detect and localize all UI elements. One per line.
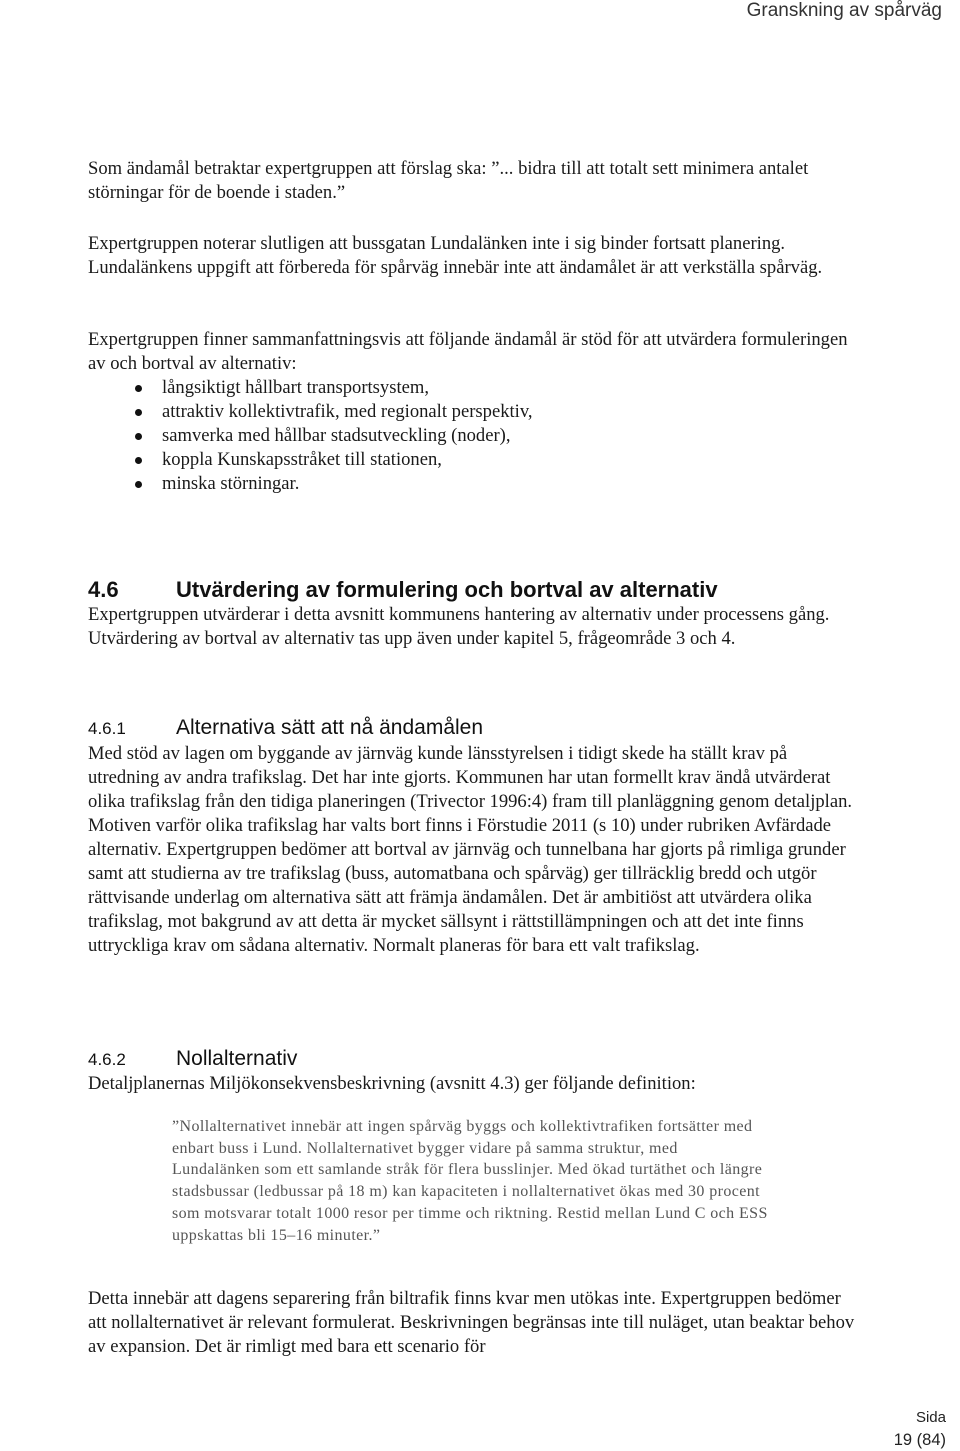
list-item: attraktiv kollektivtrafik, med regionalt perspektiv,: [88, 400, 533, 424]
section-4-6-1-body: Med stöd av lagen om byggande av järnväg kunde länsstyrelsen i tidigt skede ha ställt krav på utredning av andra trafikslag. Det har inte gjorts. Kommunen har utan formellt krav ändå utvärderat olika trafikslag från den tidiga planeringen (Trivector 1996:4) fram till planläggning genom detaljplan. Motiven varför olika trafikslag har valts bort finns i Förstudie 2011 (s 10) under rubriken Avfärdade alternativ. Expertgruppen bedömer att bortval av järnväg och tunnelbana har gjorts på rimliga grunder samt att studierna av tre trafikslag (buss, automatbana och spårväg) ger tillräcklig bredd och utgör rättvisande underlag om alternativa sätt att främja ändamålen. Det är ambitiöst att utvärdera olika trafikslag, mot bakgrund av att detta är mycket sällsynt i rättstillämpningen och att det inte finns uttryckliga krav om sådana alternativ. Normalt planeras för bara ett valt trafikslag.: [88, 743, 853, 956]
purpose-list: [88, 376, 533, 496]
page-footer: [894, 1407, 946, 1451]
section-heading-4-6-1: [88, 714, 483, 743]
section-4-6-body: Expertgruppen utvärderar i detta avsnitt kommunens hantering av alternativ under processens gång. Utvärdering av bortval av alternativ tas upp även under kapitel 5, frågeområde 3 och 4.: [88, 604, 830, 649]
section-heading-4-6-2: [88, 1045, 297, 1074]
page-label: Sida: [915, 1409, 946, 1426]
section-4-6-2-intro: Detaljplanernas Miljökonsekvensbeskrivning (avsnitt 4.3) ger följande definition:: [88, 1073, 696, 1094]
list-item: samverka med hållbar stadsutveckling (noder),: [88, 424, 533, 448]
running-header: Granskning av spårväg: [746, 0, 942, 21]
section-number: 4.6.2: [88, 1050, 126, 1069]
page-number: 19 (84): [893, 1431, 946, 1449]
paragraph-lundalanken: Expertgruppen noterar slutligen att bussgatan Lundalänken inte i sig binder fortsatt planering. Lundalänkens uppgift att förbereda för spårväg innebär inte att ändamålet är att verkställa spårväg.: [88, 233, 823, 278]
section-title: Nollalternativ: [176, 1047, 298, 1070]
section-number: 4.6.1: [88, 719, 126, 738]
list-item: minska störningar.: [88, 472, 533, 496]
list-item: koppla Kunskapsstråket till stationen,: [88, 448, 533, 472]
section-number: 4.6: [88, 577, 119, 602]
section-4-6-2-body: Detta innebär att dagens separering från biltrafik finns kvar men utökas inte. Expertgruppen bedömer att nollalternativet är relevant formulerat. Beskrivningen begränsas inte till nuläget, utan beaktar behov av expansion. Det är rimligt med bara ett scenario för: [88, 1288, 855, 1357]
section-title: Utvärdering av formulering och bortval av alternativ: [176, 577, 718, 602]
section-heading-4-6: [88, 575, 718, 605]
section-title: Alternativa sätt att nå ändamålen: [176, 716, 484, 739]
list-item: långsiktigt hållbart transportsystem,: [88, 376, 533, 400]
paragraph-purpose: Som ändamål betraktar expertgruppen att förslag ska: ”... bidra till att totalt sett minimera antalet störningar för de boende i staden.”: [88, 158, 809, 203]
block-quote: ”Nollalternativet innebär att ingen spårväg byggs och kollektivtrafiken fortsätter med enbart buss i Lund. Nollalternativet bygger vidare på samma struktur, med Lundalänken som ett samlande stråk för flera busslinjer. Med ökad turtäthet och längre stadsbussar (ledbussar på 18 m) kan kapaciteten i nollalternativet ökas med 30 procent som motsvarar totalt 1000 resor per timme och riktning. Restid mellan Lund C och ESS uppskattas bli 15–16 minuter.”: [172, 1118, 768, 1244]
paragraph-summary: Expertgruppen finner sammanfattningsvis att följande ändamål är stöd för att utvärdera formuleringen av och bortval av alternativ:: [88, 329, 848, 374]
